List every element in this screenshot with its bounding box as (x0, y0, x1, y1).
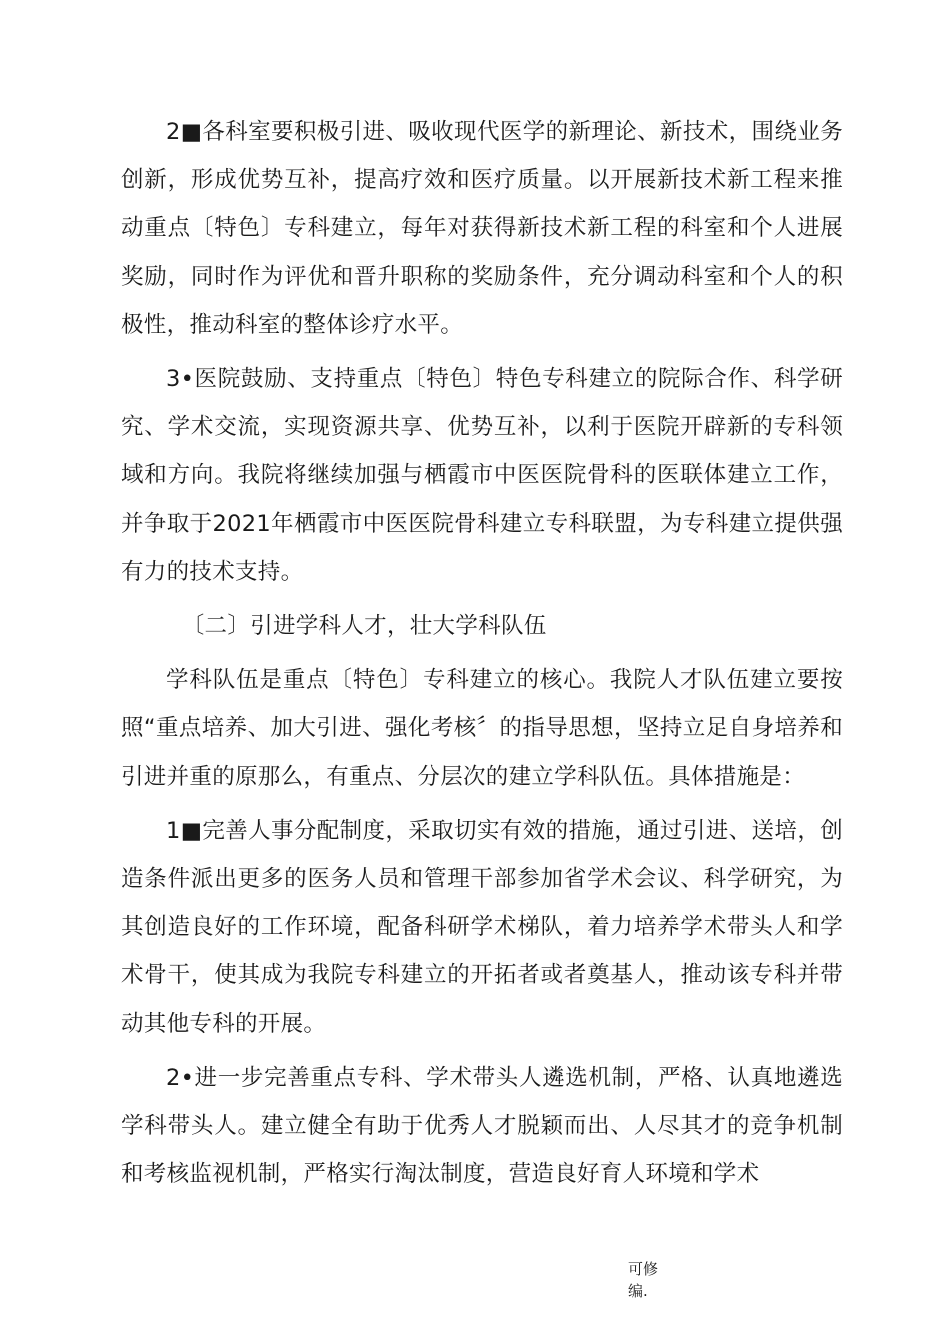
paragraph-item-3-cooperation: 3•医院鼓励、支持重点〔特色〕特色专科建立的院际合作、科学研究、学术交流，实现资源共享、优势互补，以利于医院开辟新的专科领域和方向。我院将继续加强与栖霞市中医医院骨科的医联体建立工作，并争取于2021年栖霞市中医医院骨科建立专科联盟，为专科建立提供强有力的技术支持。 (121, 366, 843, 585)
document-body (121, 108, 843, 1204)
paragraph-item-2-selection: 2•进一步完善重点专科、学术带头人遴选机制，严格、认真地遴选学科带头人。建立健全有助于优秀人才脱颖而出、人尽其才的竞争机制和考核监视机制，严格实行淘汰制度，营造良好育人环境和学术 (121, 1064, 843, 1188)
paragraph-item-2-innovation: 2■各科室要积极引进、吸收现代医学的新理论、新技术，围绕业务创新，形成优势互补，提高疗效和医疗质量。以开展新技术新工程来推动重点〔特色〕专科建立，每年对获得新技术新工程的科室和个人进展奖励，同时作为评优和晋升职称的奖励条件，充分调动科室和个人的积极性，推动科室的整体诊疗水平。 (121, 119, 843, 338)
page-footer (628, 1258, 688, 1302)
footer-line-2: 编. (628, 1282, 648, 1300)
paragraph-item-1-personnel: 1■完善人事分配制度，采取切实有效的措施，通过引进、送培，创造条件派出更多的医务人员和管理干部参加省学术会议、科学研究，为其创造良好的工作环境，配备科研学术梯队，着力培养学术带头人和学术骨干，使其成为我院专科建立的开拓者或者奠基人，推动该专科并带动其他专科的开展。 (121, 817, 843, 1037)
paragraph-talent-intro: 学科队伍是重点〔特色〕专科建立的核心。我院人才队伍建立要按照“重点培养、加大引进、强化考核〞的指导思想，坚持立足自身培养和引进并重的原那么，有重点、分层次的建立学科队伍。具体措施是： (121, 667, 843, 790)
footer-line-1: 可修 (628, 1260, 659, 1278)
section-heading-talent: 〔二〕引进学科人才，壮大学科队伍 (181, 613, 547, 640)
